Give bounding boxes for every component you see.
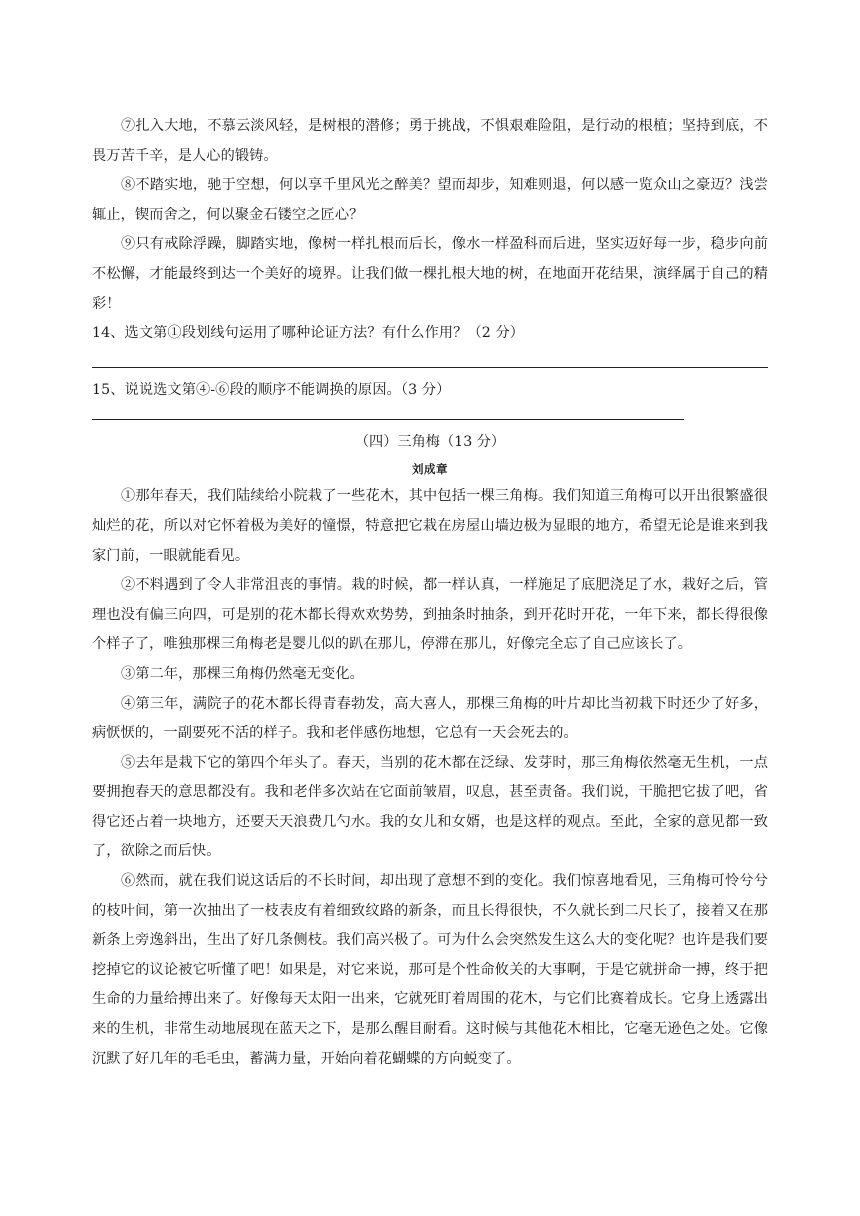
- answer-line-14[interactable]: [92, 367, 768, 368]
- story-paragraph-1: ①那年春天，我们陆续给小院栽了一些花木，其中包括一棵三角梅。我们知道三角梅可以开出很繁盛很灿烂的花，所以对它怀着极为美好的憧憬，特意把它栽在房屋山墙边极为显眼的地方，希望无论是谁来到我家门前，一眼就能看见。: [92, 488, 768, 564]
- paragraph-8: ⑧不踏实地，驰于空想，何以享千里风光之醉美？望而却步，知难则退，何以感一览众山之豪迈？浅尝辄止，锲而舍之，何以聚金石镂空之匠心？: [92, 177, 768, 223]
- section-author: 刘成章: [412, 462, 448, 477]
- story-paragraph-6: ⑥然而，就在我们说这话后的不长时间，却出现了意想不到的变化。我们惊喜地看见，三角梅可怜兮兮的枝叶间，第一次抽出了一枝表皮有着细致纹路的新条，而且长得很快，不久就长到二尺长了，接着又在那新条上旁逸斜出，生出了好几条侧枝。我们高兴极了。可为什么会突然发生这么大的变化呢？也许是我们要挖掉它的议论被它听懂了吧！如果是，对它来说，那可是个性命攸关的大事啊，于是它就拼命一搏，终于把生命的力量给搏出来了。好像每天太阳一出来，它就死盯着周围的花木，与它们比赛着成长。它身上透露出来的生机，非常生动地展现在蓝天之下，是那么醒目耐看。这时候与其他花木相比，它毫无逊色之处。它像沉默了好几年的毛毛虫，蓄满力量，开始向着花蝴蝶的方向蜕变了。: [92, 873, 768, 1067]
- question-15: 15、说说选文第④-⑥段的顺序不能调换的原因。（3 分）: [92, 381, 451, 398]
- story-paragraph-4: ④第三年，满院子的花木都长得青春勃发，高大喜人，那棵三角梅的叶片却比当初栽下时还少了好多，病恹恹的，一副要死不活的样子。我和老伴感伤地想，它总有一天会死去的。: [92, 695, 768, 742]
- paragraph-9: ⑨只有戒除浮躁，脚踏实地，像树一样扎根而后长，像水一样盈科而后进，坚实迈好每一步，稳步向前不松懈，才能最终到达一个美好的境界。让我们做一棵扎根大地的树，在地面开花结果，演绎属于自己的精彩！: [92, 236, 768, 312]
- section-title: （四）三角梅（13 分）: [354, 434, 506, 451]
- answer-line-15[interactable]: [92, 419, 684, 420]
- question-14: 14、选文第①段划线句运用了哪种论证方法？有什么作用？（2 分）: [92, 325, 525, 342]
- story-paragraph-2: ②不料遇到了令人非常沮丧的事情。栽的时候，都一样认真，一样施足了底肥浇足了水，栽好之后，管理也没有偏三向四，可是别的花木都长得欢欢势势，到抽条时抽条，到开花时开花，一年下来，都长得很像个样子了，唯独那棵三角梅老是婴儿似的趴在那儿，停滞在那儿，好像完全忘了自己应该长了。: [92, 577, 768, 653]
- story-paragraph-3: ③第二年，那棵三角梅仍然毫无变化。: [121, 665, 364, 682]
- story-paragraph-5: ⑤去年是栽下它的第四个年头了。春天，当别的花木都在泛绿、发芽时，那三角梅依然毫无生机，一点要拥抱春天的意思都没有。我和老伴多次站在它面前皱眉，叹息，甚至责备。我们说，干脆把它拔了吧，省得它还占着一块地方，还要天天浪费几勺水。我的女儿和女婿，也是这样的观点。至此，全家的意见都一致了，欲除之而后快。: [92, 754, 768, 860]
- paragraph-7: ⑦扎入大地，不慕云淡风轻，是树根的潜修；勇于挑战，不惧艰难险阻，是行动的根植；坚持到底，不畏万苦千辛，是人心的锻铸。: [92, 118, 768, 164]
- document-page: [92, 112, 768, 1074]
